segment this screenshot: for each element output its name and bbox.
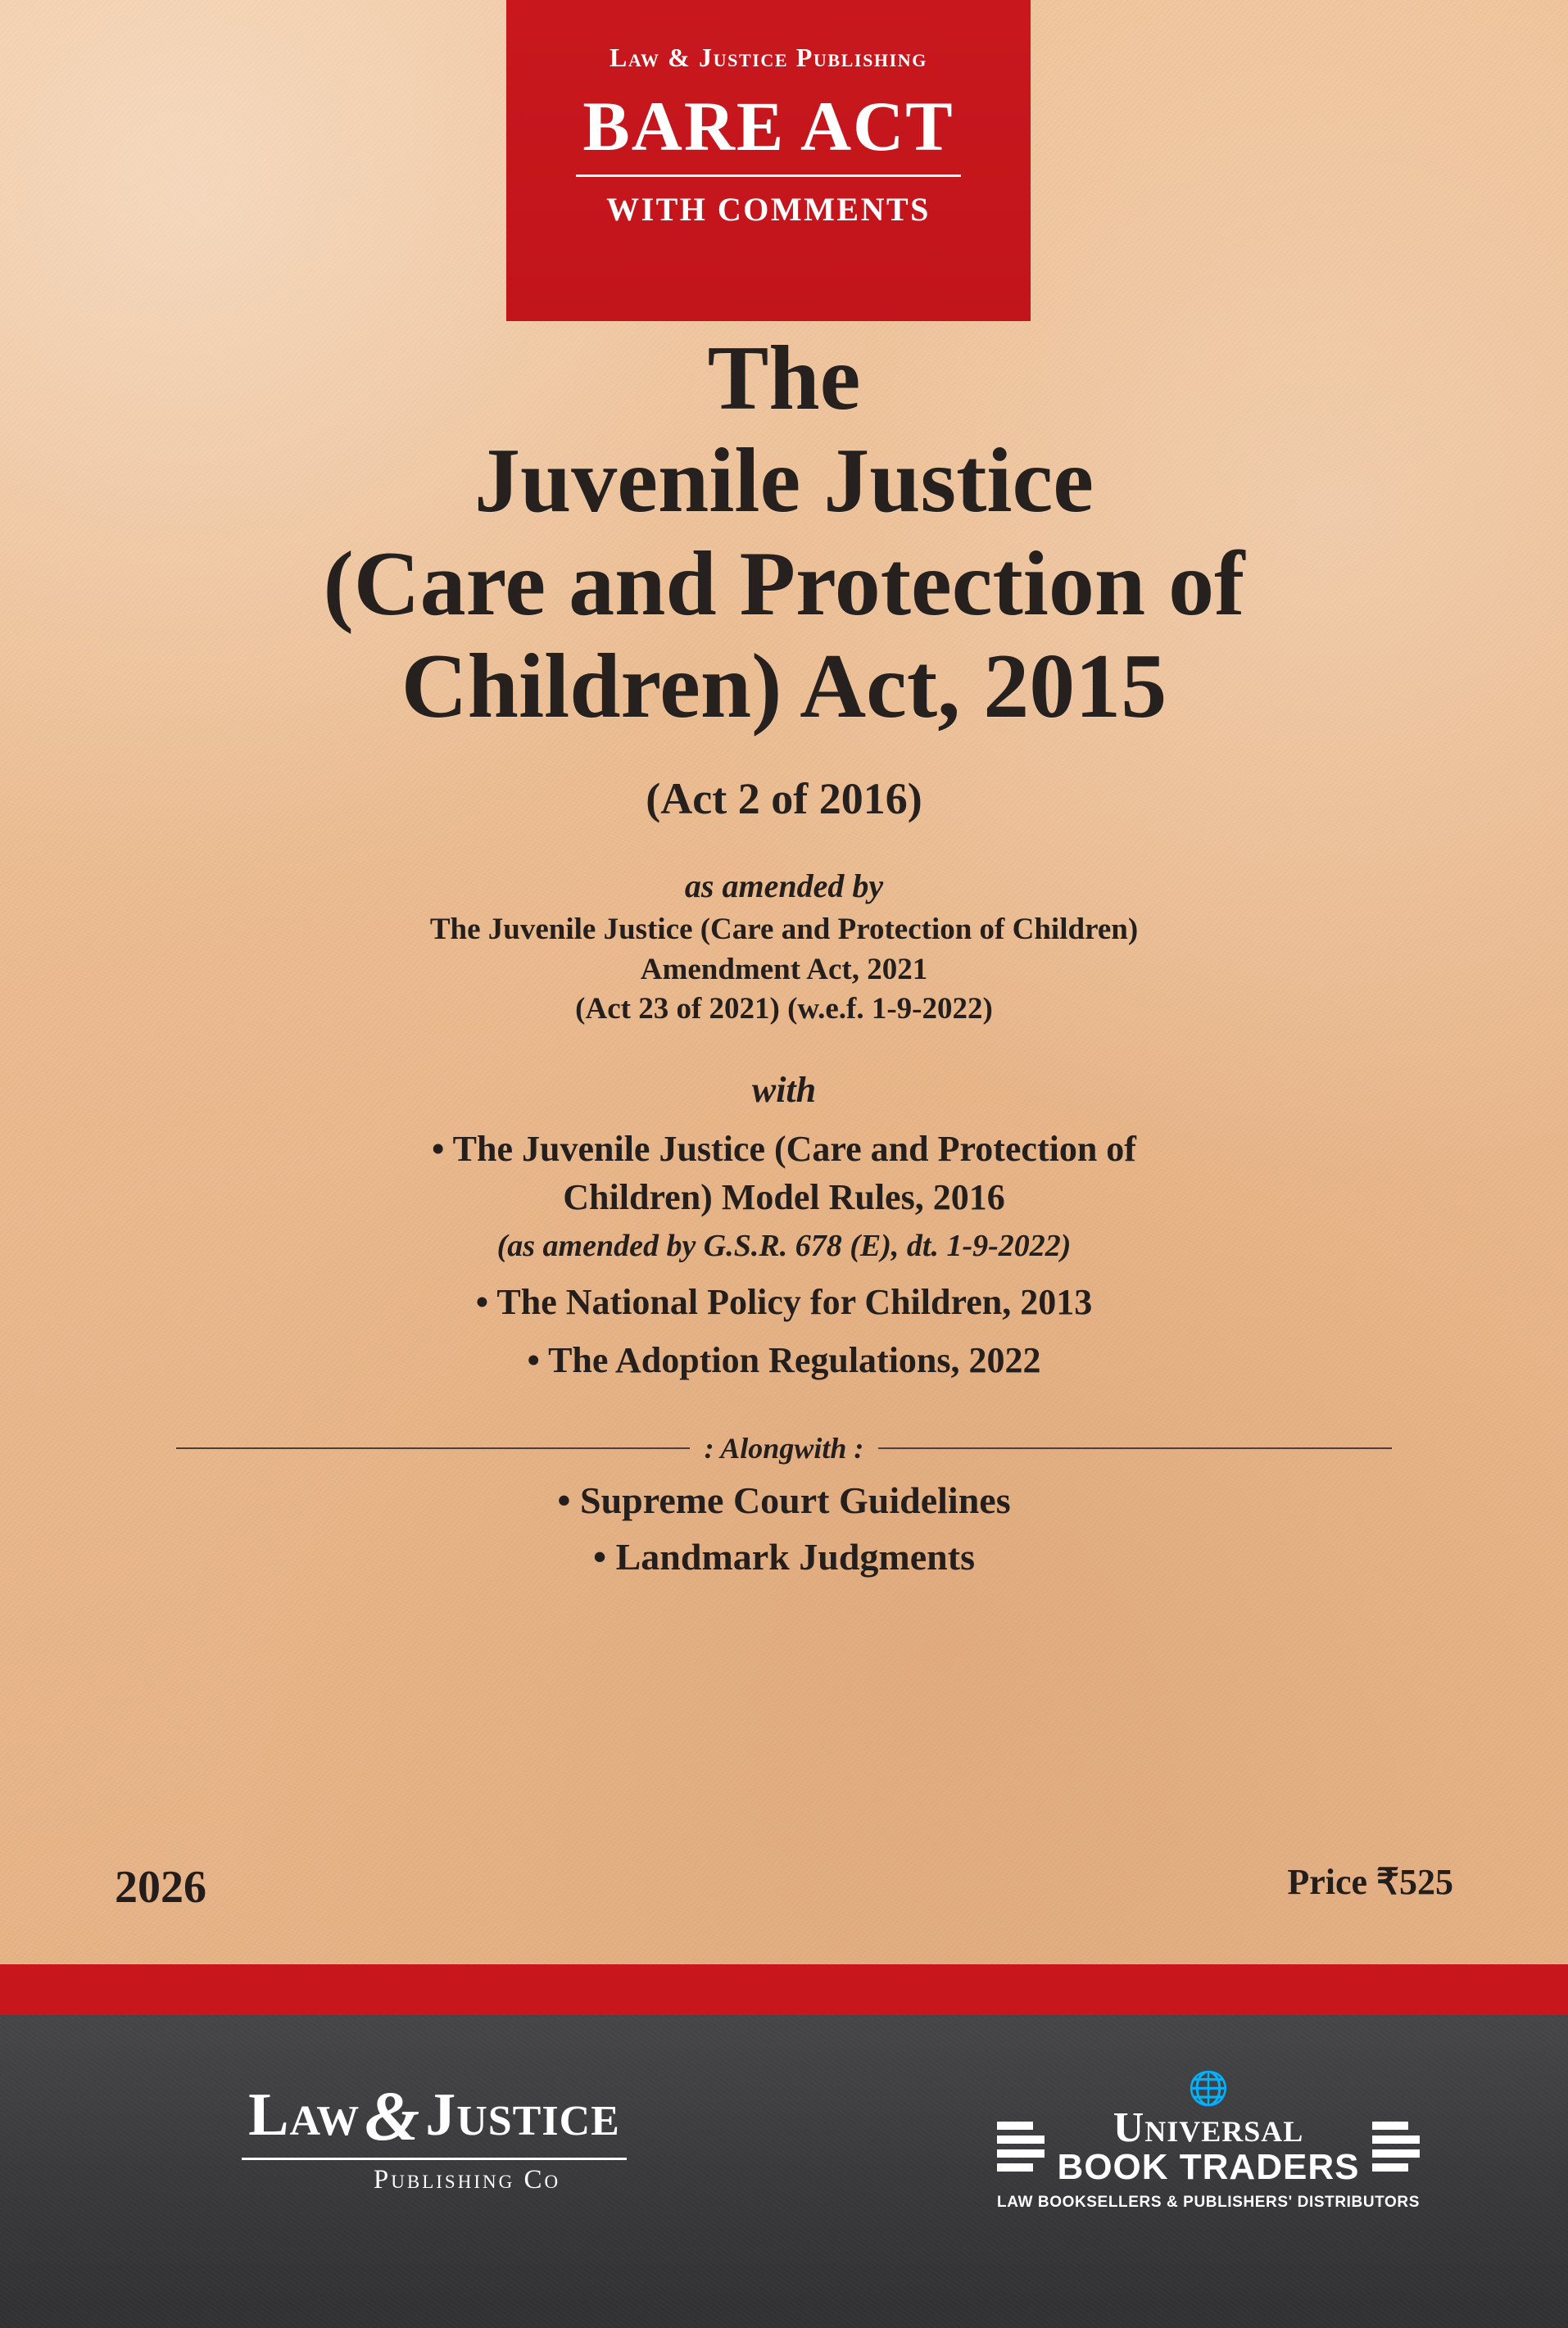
book-title-line-4: Children) Act, 2015: [401, 636, 1167, 738]
alongwith-rule-right: [878, 1447, 1392, 1449]
distributor-name-line-1: Universal: [1113, 2104, 1304, 2151]
globe-icon: 🌐: [1188, 2070, 1229, 2107]
bars-right-icon: [1372, 2122, 1420, 2172]
publisher-logo-name: [188, 2077, 680, 2155]
act-number: (Act 2 of 2016): [646, 773, 922, 823]
alongwith-divider-row: [0, 1431, 1568, 1465]
distributor-tagline: LAW BOOKSELLERS & PUBLISHERS' DISTRIBUTORS: [996, 2194, 1420, 2211]
book-title-line-2: Juvenile Justice: [474, 430, 1094, 532]
alongwith-item-1: • Supreme Court Guidelines: [557, 1479, 1011, 1521]
alongwith-label: : Alongwith :: [704, 1431, 864, 1465]
bars-left-icon: [997, 2122, 1045, 2172]
cover-content: [0, 328, 1568, 1578]
banner-title: BARE ACT: [582, 87, 954, 165]
ampersand-icon: &: [365, 2077, 421, 2155]
price-label: Price ₹525: [1287, 1862, 1453, 1902]
alongwith-rule-left: [176, 1447, 690, 1449]
alongwith-item-2: • Landmark Judgments: [593, 1535, 975, 1578]
red-accent-bar: [0, 1964, 1568, 2015]
publisher-logo-rule: [242, 2158, 627, 2160]
distributor-logo-row: [995, 2104, 1421, 2187]
book-title-line-1: The: [707, 328, 861, 429]
amended-by-label: as amended by: [684, 867, 884, 904]
publisher-logo: [188, 2077, 680, 2195]
with-label: with: [751, 1070, 817, 1111]
included-text-3: • The Adoption Regulations, 2022: [527, 1339, 1041, 1380]
included-text-2: • The National Policy for Children, 2013: [475, 1281, 1093, 1322]
amendment-line-1: The Juvenile Justice (Care and Protection of Children): [429, 912, 1139, 946]
publisher-logo-subtitle: Publishing Co: [373, 2165, 561, 2194]
banner-divider: [576, 174, 961, 177]
book-title-line-3: (Care and Protection of: [323, 532, 1245, 635]
distributor-name: [1057, 2104, 1360, 2187]
amendment-line-2: Amendment Act, 2021: [640, 952, 928, 986]
included-text-1-line-2: Children) Model Rules, 2016: [563, 1177, 1005, 1218]
distributor-name-line-2: BOOK TRADERS: [1057, 2147, 1360, 2187]
publisher-logo-law: L: [248, 2081, 290, 2149]
banner-subtitle: WITH COMMENTS: [606, 191, 931, 229]
amendment-line-3: (Act 23 of 2021) (w.e.f. 1-9-2022): [575, 992, 993, 1026]
book-title: [0, 328, 1568, 739]
publisher-logo-justice: Justice: [425, 2081, 620, 2149]
banner-publisher-label: Law & Justice Publishing: [609, 43, 928, 72]
included-text-1-line-1: • The Juvenile Justice (Care and Protection of: [432, 1129, 1136, 1170]
bare-act-banner: [506, 0, 1031, 321]
distributor-logo: [995, 2072, 1421, 2212]
included-text-1-note: (as amended by G.S.R. 678 (E), dt. 1-9-2022): [496, 1228, 1072, 1263]
publisher-logo-law-rest: aw: [289, 2081, 360, 2149]
edition-year: 2026: [115, 1862, 206, 1913]
year-price-row: [0, 1861, 1568, 1914]
